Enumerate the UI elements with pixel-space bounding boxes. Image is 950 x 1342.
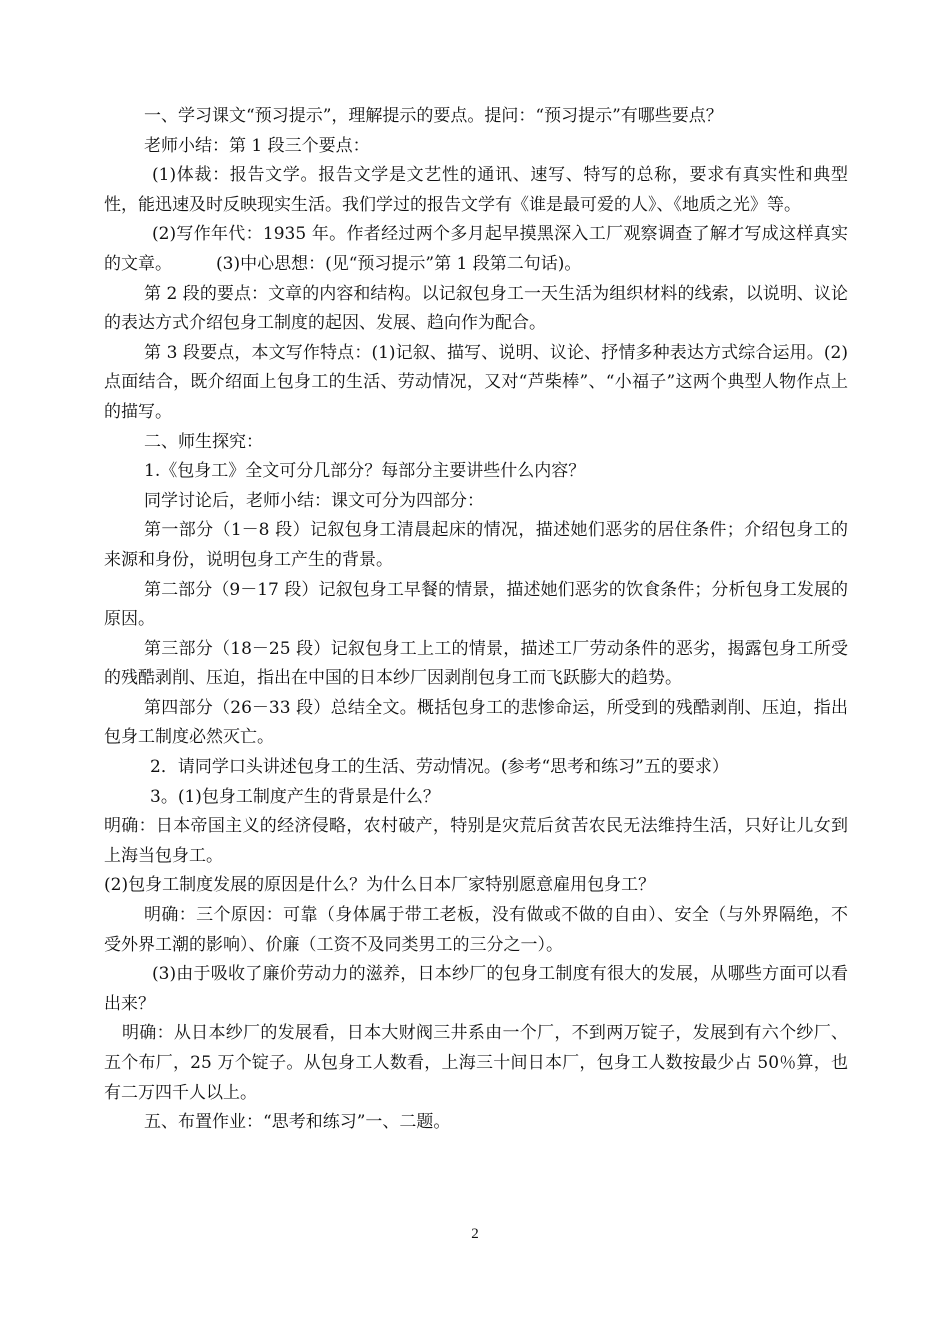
paragraph-section-two-heading: 二、师生探究： bbox=[144, 431, 263, 452]
paragraph-part-three: 第三部分（18－25 段）记叙包身工上工的情景，描述工厂劳动条件的恶劣，揭露包身工所受的残酷剥削、压迫，指出在中国的日本纱厂因剥削包身工而飞跃膨大的趋势。 bbox=[104, 638, 848, 689]
paragraph-question-growth: (3)由于吸收了廉价劳动力的滋养，日本纱厂的包身工制度有很大的发展，从哪些方面可以看出来？ bbox=[104, 964, 848, 1014]
paragraph-homework: 五、布置作业：“思考和练习”一、二题。 bbox=[144, 1112, 451, 1133]
paragraph-question-one: 1.《包身工》全文可分几部分？每部分主要讲些什么内容？ bbox=[144, 461, 586, 482]
writing-date-text: (2)写作年代：1935 年。作者经过两个多月起早摸黑深入工厂观察调查了解才写成这样真实的文章。 bbox=[104, 224, 848, 274]
paragraph-answer-background: 明确：日本帝国主义的经济侵略，农村破产，特别是灾荒后贫苦农民无法维持生活，只好让儿女到上海当包身工。 bbox=[104, 816, 848, 866]
paragraph-writing-date bbox=[104, 220, 848, 279]
paragraph-discussion-summary: 同学讨论后，老师小结：课文可分为四部分： bbox=[144, 490, 484, 511]
paragraph-teacher-summary: 老师小结：第 1 段三个要点： bbox=[144, 135, 370, 156]
paragraph-section-one-heading: 一、学习课文“预习提示”，理解提示的要点。提问：“预习提示”有哪些要点？ bbox=[144, 106, 723, 126]
paragraph-genre: (1)体裁：报告文学。报告文学是文艺性的通讯、速写、特写的总称，要求有真实性和典型性，能迅速及时反映现实生活。我们学过的报告文学有《谁是最可爱的人》、《地质之光》等。 bbox=[104, 165, 848, 215]
paragraph-question-development: (2)包身工制度发展的原因是什么？为什么日本厂家特别愿意雇用包身工？ bbox=[104, 875, 656, 896]
paragraph-part-two: 第二部分（9－17 段）记叙包身工早餐的情景，描述她们恶劣的饮食条件；分析包身工发展的原因。 bbox=[104, 579, 848, 630]
paragraph-second-section-points: 第 2 段的要点：文章的内容和结构。以记叙包身工一天生活为组织材料的线索，以说明、议论的表达方式介绍包身工制度的起因、发展、趋向作为配合。 bbox=[104, 283, 848, 334]
central-idea-text: (3)中心思想：(见“预习提示”第 1 段第二句话)。 bbox=[216, 253, 582, 274]
page-number: 2 bbox=[471, 1226, 479, 1242]
paragraph-question-three: 3。(1)包身工制度产生的背景是什么？ bbox=[150, 786, 440, 807]
paragraph-answer-growth: 明确：从日本纱厂的发展看，日本大财阀三井系由一个厂，不到两万锭子，发展到有六个纱厂、五个布厂，25 万个锭子。从包身工人数看，上海三十间日本厂，包身工人数按最少占 50％算，也有二万四千人以上。 bbox=[104, 1023, 848, 1103]
paragraph-part-one: 第一部分（1－8 段）记叙包身工清晨起床的情况，描述她们恶劣的居住条件；介绍包身工的来源和身份，说明包身工产生的背景。 bbox=[104, 520, 848, 570]
paragraph-answer-reasons: 明确：三个原因：可靠（身体属于带工老板，没有做或不做的自由）、安全（与外界隔绝，不受外界工潮的影响）、价廉（工资不及同类男工的三分之一）。 bbox=[104, 905, 848, 955]
document-body bbox=[104, 102, 848, 1138]
paragraph-part-four: 第四部分（26－33 段）总结全文。概括包身工的悲惨命运，所受到的残酷剥削、压迫，指出包身工制度必然灭亡。 bbox=[104, 697, 848, 748]
paragraph-third-section-points: 第 3 段要点，本文写作特点：(1)记叙、描写、说明、议论、抒情多种表达方式综合运用。(2)点面结合，既介绍面上包身工的生活、劳动情况，又对“芦柴棒”、“小福子”这两个典型人物作点上的描写。 bbox=[104, 342, 848, 422]
paragraph-question-two: 2．请同学口头讲述包身工的生活、劳动情况。(参考“思考和练习”五的要求） bbox=[150, 757, 729, 778]
